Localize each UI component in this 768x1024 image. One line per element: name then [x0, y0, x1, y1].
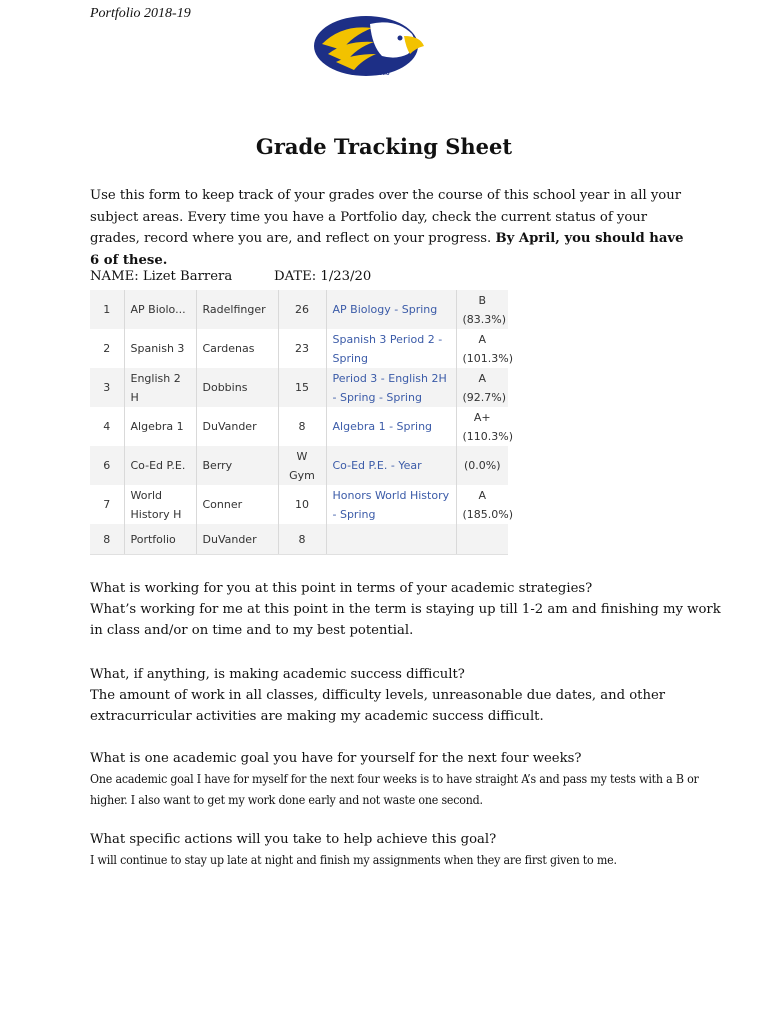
class-cell: [326, 524, 456, 555]
grade-percent: (110.3%): [462, 429, 514, 443]
teacher-cell: Berry: [196, 446, 278, 485]
letter-grade: A: [478, 488, 487, 502]
room-cell: 26: [278, 290, 326, 329]
grade-percent: (185.0%): [462, 507, 514, 521]
table-row: [90, 485, 508, 524]
table-row: [90, 290, 508, 329]
answer-text: One academic goal I have for myself for the next four weeks is to have straight A’s and pass my tests with a B or higher. I also want to get my work done early and not waste one second.: [90, 772, 699, 807]
page-title: Grade Tracking Sheet: [255, 134, 513, 159]
grade-cell: [456, 368, 508, 407]
question-text: What is working for you at this point in terms of your academic strategies?: [90, 581, 593, 596]
logo-caption: CHS Portfolio: [350, 71, 390, 77]
teacher-cell: DuVander: [196, 524, 278, 555]
class-link[interactable]: AP Biology - Spring: [326, 290, 456, 329]
intro-text: Use this form to keep track of your grades over the course of this school year in all your subject areas. Every time you have a Portfolio day, check the current status of your grades, record where you are, and reflect on your progress.: [90, 188, 682, 246]
teacher-cell: Dobbins: [196, 368, 278, 407]
grade-cell: [456, 446, 508, 485]
period-cell: 6: [90, 446, 124, 485]
course-cell: AP Biolo...: [124, 290, 196, 329]
class-link[interactable]: Honors World History - Spring: [326, 485, 456, 524]
table-row: [90, 368, 508, 407]
class-link[interactable]: Spanish 3 Period 2 - Spring: [326, 329, 456, 368]
teacher-cell: Cardenas: [196, 329, 278, 368]
room-cell: 8: [278, 407, 326, 446]
period-cell: 3: [90, 368, 124, 407]
reflection-question-1: [90, 578, 730, 641]
reflection-question-2: [90, 664, 730, 727]
table-row: [90, 407, 508, 446]
table-row: [90, 446, 508, 485]
teacher-cell: Conner: [196, 485, 278, 524]
course-cell: Spanish 3: [124, 329, 196, 368]
teacher-cell: Radelfinger: [196, 290, 278, 329]
teacher-cell: DuVander: [196, 407, 278, 446]
intro-bold-text: By April, you should have 6 of these.: [90, 231, 684, 268]
table-row: [90, 524, 508, 555]
class-link[interactable]: Co-Ed P.E. - Year: [326, 446, 456, 485]
grade-cell: [456, 407, 514, 446]
grade-cell: [456, 290, 508, 329]
period-cell: 1: [90, 290, 124, 329]
course-cell: Algebra 1: [124, 407, 196, 446]
grade-percent: (0.0%): [463, 459, 501, 472]
grade-cell: [456, 524, 508, 555]
sheet-date: DATE: 1/23/20: [274, 269, 372, 284]
room-cell: W Gym: [278, 446, 326, 485]
grades-table: [90, 290, 514, 555]
course-cell: Co-Ed P.E.: [124, 446, 196, 485]
class-link[interactable]: Algebra 1 - Spring: [326, 407, 456, 446]
question-text: What specific actions will you take to help achieve this goal?: [90, 832, 497, 847]
grade-percent: (92.7%): [462, 390, 507, 404]
class-link[interactable]: Period 3 - English 2H - Spring - Spring: [326, 368, 456, 407]
reflection-question-4: [90, 829, 730, 871]
grade-percent: (83.3%): [462, 312, 507, 326]
portfolio-year-label: Portfolio 2018-19: [90, 6, 191, 21]
grade-cell: [456, 329, 514, 368]
course-cell: Portfolio: [124, 524, 196, 555]
period-cell: 7: [90, 485, 124, 524]
letter-grade: A+: [473, 410, 491, 424]
answer-text: What’s working for me at this point in the term is staying up till 1-2 am and finishing my work in class and/or on time and to my best potential.: [90, 602, 721, 638]
period-cell: 4: [90, 407, 124, 446]
question-text: What is one academic goal you have for yourself for the next four weeks?: [90, 751, 582, 766]
table-row: [90, 329, 508, 368]
answer-text: I will continue to stay up late at night and finish my assignments when they are first given to me.: [90, 853, 617, 867]
period-cell: 8: [90, 524, 124, 555]
room-cell: 15: [278, 368, 326, 407]
answer-text: The amount of work in all classes, difficulty levels, unreasonable due dates, and other extracurricular activities are making my academic success difficult.: [90, 688, 666, 724]
letter-grade: B: [478, 293, 487, 307]
grade-cell: [456, 485, 514, 524]
reflection-question-3: [90, 748, 730, 811]
letter-grade: A: [478, 332, 487, 346]
student-name: NAME: Lizet Barrera: [90, 269, 233, 284]
course-cell: World History H: [124, 485, 196, 524]
question-text: What, if anything, is making academic success difficult?: [90, 667, 465, 682]
intro-paragraph: [90, 185, 690, 271]
room-cell: 8: [278, 524, 326, 555]
course-cell: English 2 H: [124, 368, 196, 407]
period-cell: 2: [90, 329, 124, 368]
room-cell: 10: [278, 485, 326, 524]
grade-percent: (101.3%): [462, 351, 514, 365]
letter-grade: A: [478, 371, 487, 385]
room-cell: 23: [278, 329, 326, 368]
